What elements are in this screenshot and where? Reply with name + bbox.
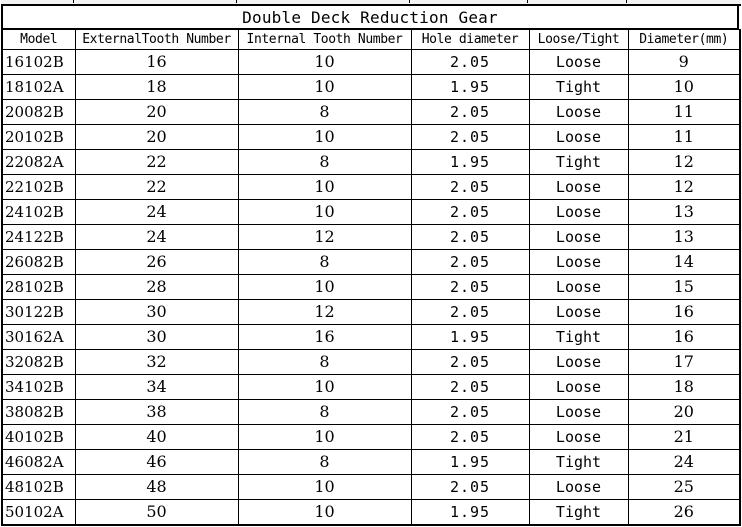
table-row (2, 175, 740, 200)
hole-diameter-cell[interactable]: 2.05 (411, 125, 529, 150)
fit-cell[interactable]: Tight (529, 325, 628, 350)
internal-tooth-cell[interactable]: 8 (238, 450, 411, 475)
model-cell[interactable]: 48102B (2, 475, 75, 500)
model-cell[interactable]: 46082A (2, 450, 75, 475)
model-cell[interactable]: 18102A (2, 75, 75, 100)
gear-spec-table (1, 29, 741, 526)
fit-cell[interactable]: Tight (529, 150, 628, 175)
header-row (2, 30, 740, 50)
table-row (2, 275, 740, 300)
hole-diameter-cell[interactable]: 2.05 (411, 350, 529, 375)
hole-diameter-cell[interactable]: 1.95 (411, 450, 529, 475)
model-cell[interactable]: 24102B (2, 200, 75, 225)
external-tooth-cell[interactable]: 20 (75, 125, 238, 150)
table-row (2, 300, 740, 325)
external-tooth-cell[interactable]: 22 (75, 150, 238, 175)
hole-diameter-cell[interactable]: 2.05 (411, 250, 529, 275)
hole-diameter-cell[interactable]: 2.05 (411, 100, 529, 125)
table-row (2, 50, 740, 75)
internal-tooth-cell[interactable]: 10 (238, 50, 411, 75)
diameter-cell[interactable]: 13 (628, 225, 740, 250)
hole-diameter-cell[interactable]: 2.05 (411, 50, 529, 75)
internal-tooth-cell[interactable]: 10 (238, 75, 411, 100)
diameter-cell[interactable]: 11 (628, 125, 740, 150)
table-row (2, 125, 740, 150)
table-body (2, 50, 740, 526)
diameter-cell[interactable]: 14 (628, 250, 740, 275)
diameter-cell[interactable]: 16 (628, 325, 740, 350)
header-hole-diameter[interactable]: Hole diameter (411, 30, 529, 50)
diameter-cell[interactable]: 12 (628, 175, 740, 200)
internal-tooth-cell[interactable]: 10 (238, 475, 411, 500)
diameter-cell[interactable]: 15 (628, 275, 740, 300)
fit-cell[interactable]: Loose (529, 400, 628, 425)
diameter-cell[interactable]: 12 (628, 150, 740, 175)
internal-tooth-cell[interactable]: 8 (238, 150, 411, 175)
fit-cell[interactable]: Loose (529, 375, 628, 400)
hole-diameter-cell[interactable]: 2.05 (411, 175, 529, 200)
hole-diameter-cell[interactable]: 2.05 (411, 375, 529, 400)
table-title: Double Deck Reduction Gear (1, 5, 739, 29)
internal-tooth-cell[interactable]: 10 (238, 200, 411, 225)
model-cell[interactable]: 32082B (2, 350, 75, 375)
external-tooth-cell[interactable]: 26 (75, 250, 238, 275)
table-row (2, 100, 740, 125)
table-row (2, 500, 740, 526)
external-tooth-cell[interactable]: 30 (75, 300, 238, 325)
spreadsheet-sheet (1, 0, 741, 525)
model-cell[interactable]: 20082B (2, 100, 75, 125)
fit-cell[interactable]: Tight (529, 500, 628, 526)
internal-tooth-cell[interactable]: 8 (238, 100, 411, 125)
internal-tooth-cell[interactable]: 10 (238, 125, 411, 150)
fit-cell[interactable]: Loose (529, 425, 628, 450)
diameter-cell[interactable]: 9 (628, 50, 740, 75)
table-row (2, 400, 740, 425)
diameter-cell[interactable]: 24 (628, 450, 740, 475)
external-tooth-cell[interactable]: 24 (75, 200, 238, 225)
fit-cell[interactable]: Tight (529, 75, 628, 100)
hole-diameter-cell[interactable]: 2.05 (411, 300, 529, 325)
internal-tooth-cell[interactable]: 10 (238, 275, 411, 300)
internal-tooth-cell[interactable]: 10 (238, 375, 411, 400)
table-row (2, 200, 740, 225)
header-diameter-mm[interactable]: Diameter(mm) (628, 30, 740, 50)
external-tooth-cell[interactable]: 32 (75, 350, 238, 375)
external-tooth-cell[interactable]: 40 (75, 425, 238, 450)
external-tooth-cell[interactable]: 34 (75, 375, 238, 400)
external-tooth-cell[interactable]: 24 (75, 225, 238, 250)
fit-cell[interactable]: Loose (529, 300, 628, 325)
model-cell[interactable]: 34102B (2, 375, 75, 400)
diameter-cell[interactable]: 17 (628, 350, 740, 375)
diameter-cell[interactable]: 26 (628, 500, 740, 526)
header-loose-tight[interactable]: Loose/Tight (529, 30, 628, 50)
internal-tooth-cell[interactable]: 12 (238, 300, 411, 325)
model-cell[interactable]: 22102B (2, 175, 75, 200)
table-row (2, 450, 740, 475)
diameter-cell[interactable]: 10 (628, 75, 740, 100)
hole-diameter-cell[interactable]: 1.95 (411, 150, 529, 175)
fit-cell[interactable]: Loose (529, 250, 628, 275)
external-tooth-cell[interactable]: 18 (75, 75, 238, 100)
external-tooth-cell[interactable]: 16 (75, 50, 238, 75)
hole-diameter-cell[interactable]: 2.05 (411, 225, 529, 250)
internal-tooth-cell[interactable]: 8 (238, 250, 411, 275)
diameter-cell[interactable]: 25 (628, 475, 740, 500)
model-cell[interactable]: 28102B (2, 275, 75, 300)
external-tooth-cell[interactable]: 28 (75, 275, 238, 300)
model-cell[interactable]: 38082B (2, 400, 75, 425)
table-row (2, 250, 740, 275)
model-cell[interactable]: 30162A (2, 325, 75, 350)
fit-cell[interactable]: Loose (529, 200, 628, 225)
table-row (2, 75, 740, 100)
table-row (2, 225, 740, 250)
external-tooth-cell[interactable]: 46 (75, 450, 238, 475)
external-tooth-cell[interactable]: 38 (75, 400, 238, 425)
model-cell[interactable]: 24122B (2, 225, 75, 250)
hole-diameter-cell[interactable]: 1.95 (411, 500, 529, 526)
table-row (2, 425, 740, 450)
internal-tooth-cell[interactable]: 8 (238, 400, 411, 425)
table-row (2, 350, 740, 375)
model-cell[interactable]: 16102B (2, 50, 75, 75)
table-row (2, 150, 740, 175)
diameter-cell[interactable]: 20 (628, 400, 740, 425)
diameter-cell[interactable]: 18 (628, 375, 740, 400)
fit-cell[interactable]: Loose (529, 100, 628, 125)
internal-tooth-cell[interactable]: 10 (238, 175, 411, 200)
fit-cell[interactable]: Loose (529, 125, 628, 150)
table-row (2, 375, 740, 400)
fit-cell[interactable]: Loose (529, 350, 628, 375)
header-model[interactable]: Model (2, 30, 75, 50)
fit-cell[interactable]: Loose (529, 275, 628, 300)
external-tooth-cell[interactable]: 48 (75, 475, 238, 500)
hole-diameter-cell[interactable]: 2.05 (411, 200, 529, 225)
hole-diameter-cell[interactable]: 2.05 (411, 400, 529, 425)
internal-tooth-cell[interactable]: 16 (238, 325, 411, 350)
diameter-cell[interactable]: 11 (628, 100, 740, 125)
diameter-cell[interactable]: 16 (628, 300, 740, 325)
hole-diameter-cell[interactable]: 2.05 (411, 475, 529, 500)
table-row (2, 475, 740, 500)
external-tooth-cell[interactable]: 20 (75, 100, 238, 125)
fit-cell[interactable]: Loose (529, 225, 628, 250)
model-cell[interactable]: 26082B (2, 250, 75, 275)
hole-diameter-cell[interactable]: 1.95 (411, 75, 529, 100)
diameter-cell[interactable]: 21 (628, 425, 740, 450)
model-cell[interactable]: 40102B (2, 425, 75, 450)
model-cell[interactable]: 30122B (2, 300, 75, 325)
header-internal-tooth-number[interactable]: Internal Tooth Number (238, 30, 411, 50)
fit-cell[interactable]: Loose (529, 50, 628, 75)
external-tooth-cell[interactable]: 22 (75, 175, 238, 200)
hole-diameter-cell[interactable]: 2.05 (411, 425, 529, 450)
internal-tooth-cell[interactable]: 12 (238, 225, 411, 250)
diameter-cell[interactable]: 13 (628, 200, 740, 225)
model-cell[interactable]: 22082A (2, 150, 75, 175)
hole-diameter-cell[interactable]: 1.95 (411, 325, 529, 350)
model-cell[interactable]: 20102B (2, 125, 75, 150)
external-tooth-cell[interactable]: 50 (75, 500, 238, 526)
internal-tooth-cell[interactable]: 10 (238, 425, 411, 450)
model-cell[interactable]: 50102A (2, 500, 75, 526)
internal-tooth-cell[interactable]: 8 (238, 350, 411, 375)
fit-cell[interactable]: Loose (529, 175, 628, 200)
fit-cell[interactable]: Tight (529, 450, 628, 475)
hole-diameter-cell[interactable]: 2.05 (411, 275, 529, 300)
header-external-tooth-number[interactable]: ExternalTooth Number (75, 30, 238, 50)
table-row (2, 325, 740, 350)
fit-cell[interactable]: Loose (529, 475, 628, 500)
external-tooth-cell[interactable]: 30 (75, 325, 238, 350)
internal-tooth-cell[interactable]: 10 (238, 500, 411, 526)
